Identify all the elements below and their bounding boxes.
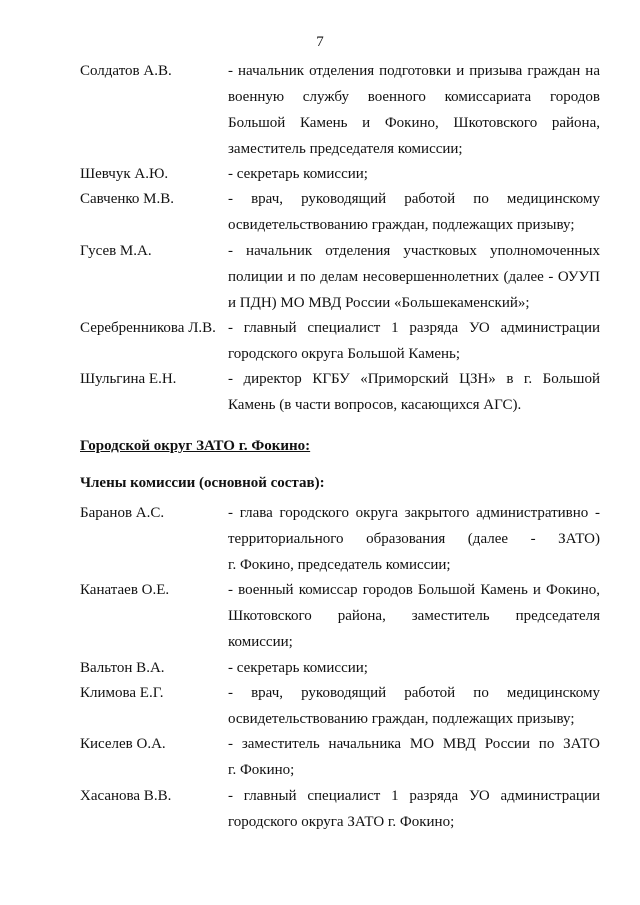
member-role: [228, 186, 600, 238]
role-line: полиции и по делам несовершеннолетних (далее - ОУУП: [228, 269, 600, 285]
member-entry: [80, 58, 600, 162]
role-line: - глава городского округа закрытого административно -: [228, 505, 600, 521]
member-name: Савченко М.В.: [80, 191, 175, 207]
role-line: - секретарь комиссии;: [228, 660, 368, 676]
member-role: [228, 238, 600, 316]
member-entry: [80, 238, 600, 316]
role-line: комиссии;: [228, 634, 293, 650]
role-line: Шкотовского района, заместитель председателя: [228, 608, 600, 624]
member-role: [228, 58, 600, 162]
role-line: освидетельствованию граждан, подлежащих призыву;: [228, 711, 575, 727]
member-entry: [80, 577, 600, 655]
member-name: Вальтон В.А.: [80, 660, 165, 676]
role-line: городского округа ЗАТО г. Фокино;: [228, 814, 455, 830]
member-role: [228, 366, 600, 418]
section-title: Городской округ ЗАТО г. Фокино:: [80, 438, 311, 454]
member-entry: [80, 500, 600, 578]
role-line: - секретарь комиссии;: [228, 166, 368, 182]
role-line: - начальник отделения участковых уполномоченных: [228, 243, 600, 259]
role-line: - начальник отделения подготовки и призыва граждан на: [228, 63, 600, 79]
member-role: [228, 680, 600, 732]
role-line: - врач, руководящий работой по медицинскому: [228, 191, 600, 207]
member-entry: [80, 680, 600, 732]
role-line: - военный комиссар городов Большой Камень и Фокино,: [228, 582, 600, 598]
role-line: - главный специалист 1 разряда УО администрации: [228, 320, 600, 336]
member-name: Шевчук А.Ю.: [80, 166, 169, 182]
role-line: Большой Камень и Фокино, Шкотовского района,: [228, 115, 600, 131]
member-entry: [80, 315, 600, 367]
role-line: и ПДН) МО МВД России «Большекаменский»;: [228, 295, 530, 311]
member-name: Серебренникова Л.В.: [80, 320, 216, 336]
member-entry: [80, 161, 600, 187]
member-name: Баранов А.С.: [80, 505, 165, 521]
member-entry: [80, 186, 600, 238]
role-line: г. Фокино, председатель комиссии;: [228, 557, 451, 573]
member-role: [228, 161, 600, 187]
role-line: Камень (в части вопросов, касающихся АГС).: [228, 397, 522, 413]
member-entry: [80, 783, 600, 835]
page-number: 7: [316, 34, 324, 50]
role-line: городского округа Большой Камень;: [228, 346, 461, 362]
role-line: - главный специалист 1 разряда УО администрации: [228, 788, 600, 804]
member-name: Канатаев О.Е.: [80, 582, 170, 598]
member-name: Шульгина Е.Н.: [80, 371, 177, 387]
member-role: [228, 783, 600, 835]
role-line: освидетельствованию граждан, подлежащих призыву;: [228, 217, 575, 233]
member-name: Солдатов А.В.: [80, 63, 172, 79]
member-entry: [80, 731, 600, 783]
role-line: - директор КГБУ «Приморский ЦЗН» в г. Большой: [228, 371, 600, 387]
role-line: г. Фокино;: [228, 762, 295, 778]
member-role: [228, 655, 600, 681]
member-entry: [80, 366, 600, 418]
member-name: Гусев М.А.: [80, 243, 152, 259]
member-entry: [80, 655, 600, 681]
subsection-title: Члены комиссии (основной состав):: [80, 475, 325, 491]
role-line: - заместитель начальника МО МВД России по ЗАТО: [228, 736, 600, 752]
member-name: Киселев О.А.: [80, 736, 166, 752]
role-line: военную службу военного комиссариата городов: [228, 89, 600, 105]
member-role: [228, 577, 600, 655]
role-line: территориального образования (далее - ЗАТО): [228, 531, 600, 547]
member-role: [228, 500, 600, 578]
member-name: Климова Е.Г.: [80, 685, 164, 701]
member-role: [228, 315, 600, 367]
member-name: Хасанова В.В.: [80, 788, 172, 804]
member-role: [228, 731, 600, 783]
role-line: - врач, руководящий работой по медицинскому: [228, 685, 600, 701]
role-line: заместитель председателя комиссии;: [228, 141, 463, 157]
